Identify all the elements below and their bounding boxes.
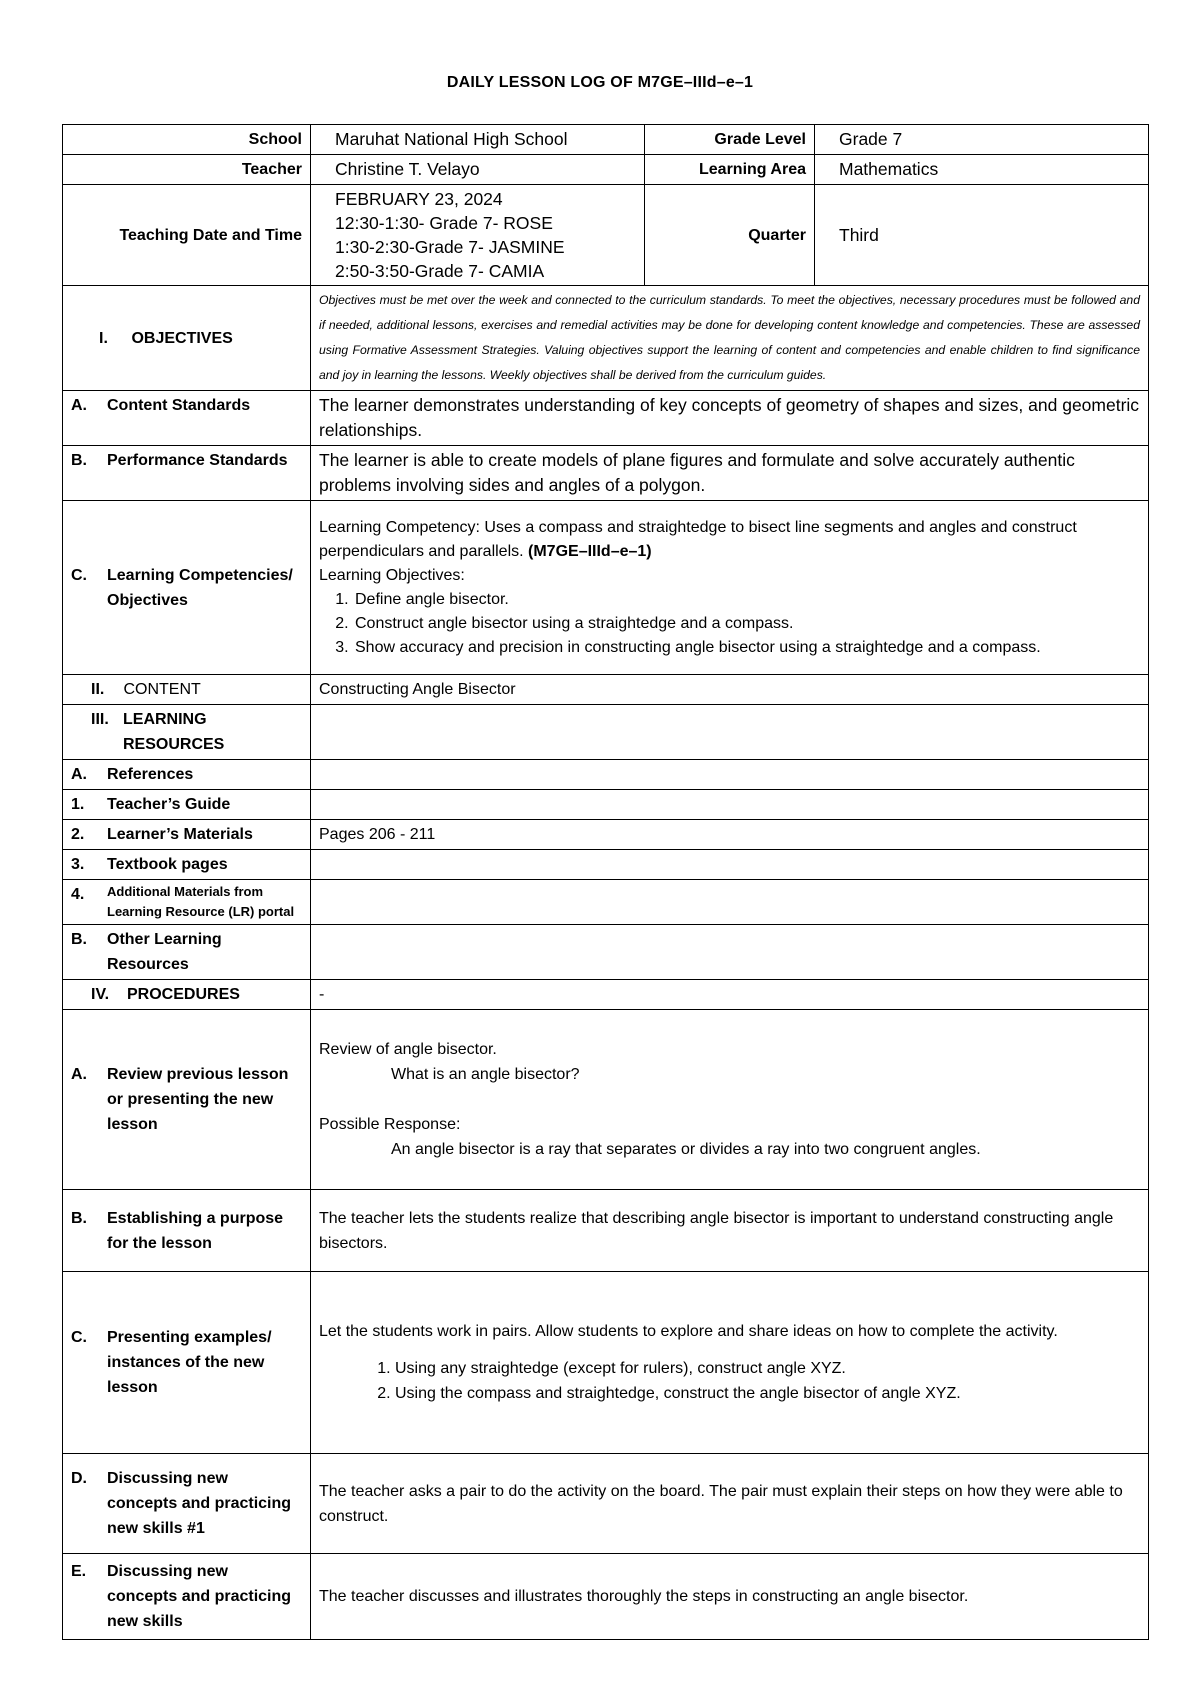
learning-area-label: Learning Area xyxy=(645,155,815,185)
review-line: Review of angle bisector. xyxy=(319,1041,497,1058)
response-text: An angle bisector is a ray that separates or divides a ray into two congruent angles. xyxy=(391,1141,981,1158)
other-resources-label: Other Learning Resources xyxy=(107,931,222,973)
school-row xyxy=(63,125,1149,155)
school-label: School xyxy=(63,125,311,155)
list-item: 2. Using the compass and straightedge, construct the angle bisector of angle XYZ. xyxy=(395,1381,1140,1406)
learning-resources-label-cell xyxy=(63,705,311,760)
examples-label-cell xyxy=(63,1272,311,1454)
additional-materials-label-cell xyxy=(63,880,311,925)
review-row xyxy=(63,1010,1149,1190)
schedule-line: 12:30-1:30- Grade 7- ROSE xyxy=(335,213,553,233)
resources-roman: III. xyxy=(91,711,109,728)
references-row xyxy=(63,760,1149,790)
textbook-label-cell xyxy=(63,850,311,880)
examples-list xyxy=(319,1356,1140,1406)
lesson-log-table xyxy=(62,124,1149,1640)
teachers-guide-label-cell xyxy=(63,790,311,820)
textbook-value xyxy=(311,850,1149,880)
content-standards-label: Content Standards xyxy=(107,397,251,414)
objectives-row xyxy=(63,286,1149,391)
competencies-content xyxy=(311,501,1149,675)
content-row xyxy=(63,675,1149,705)
examples-label: Presenting examples/ instances of the new lesson xyxy=(107,1329,272,1396)
additional-materials-row xyxy=(63,880,1149,925)
review-label: Review previous lesson or presenting the new lesson xyxy=(107,1066,289,1133)
objectives-list xyxy=(319,588,1140,660)
learners-materials-row xyxy=(63,820,1149,850)
other-resources-row xyxy=(63,925,1149,980)
procedures-value: - xyxy=(311,980,1149,1010)
discussing-1-row xyxy=(63,1454,1149,1554)
objectives-roman: I. xyxy=(99,329,108,347)
purpose-text: The teacher lets the students realize that describing angle bisector is important to understand constructing angle bisectors. xyxy=(311,1190,1149,1272)
section-key: 4. xyxy=(71,886,85,903)
examples-content xyxy=(311,1272,1149,1454)
discussing-1-label: Discussing new concepts and practicing new skills #1 xyxy=(107,1470,292,1537)
learning-area-value: Mathematics xyxy=(815,155,1149,185)
competency-code: (M7GE–IIId–e–1) xyxy=(528,542,652,560)
learning-resources-value xyxy=(311,705,1149,760)
section-key: A. xyxy=(71,397,87,414)
additional-materials-value xyxy=(311,880,1149,925)
section-key: E. xyxy=(71,1563,87,1580)
section-key: C. xyxy=(71,566,87,584)
references-value xyxy=(311,760,1149,790)
content-text: Constructing Angle Bisector xyxy=(311,675,1149,705)
review-label-cell xyxy=(63,1010,311,1190)
review-question: What is an angle bisector? xyxy=(391,1066,580,1083)
document-title: DAILY LESSON LOG OF M7GE–IIId–e–1 xyxy=(446,74,754,91)
textbook-label: Textbook pages xyxy=(107,856,228,873)
discussing-1-text: The teacher asks a pair to do the activity on the board. The pair must explain their steps on how they were able to construct. xyxy=(311,1454,1149,1554)
section-key: B. xyxy=(71,931,87,948)
other-resources-value xyxy=(311,925,1149,980)
list-item: 1. Define angle bisector. xyxy=(353,588,1140,612)
list-item: 2. Construct angle bisector using a straightedge and a compass. xyxy=(353,612,1140,636)
quarter-label: Quarter xyxy=(645,185,815,286)
grade-level-label: Grade Level xyxy=(645,125,815,155)
date-time-value xyxy=(311,185,645,286)
competencies-label: Learning Competencies/ Objectives xyxy=(107,566,293,609)
school-value: Maruhat National High School xyxy=(311,125,645,155)
procedures-label-cell xyxy=(63,980,311,1010)
performance-standards-text: The learner is able to create models of plane figures and formulate and solve accurately authentic problems involving sides and angles of a polygon. xyxy=(311,446,1149,501)
section-key: 3. xyxy=(71,856,85,873)
content-roman: II. xyxy=(91,681,105,698)
other-resources-label-cell xyxy=(63,925,311,980)
performance-standards-label-cell xyxy=(63,446,311,501)
section-key: B. xyxy=(71,452,87,469)
procedures-row xyxy=(63,980,1149,1010)
objectives-heading: Learning Objectives: xyxy=(319,566,465,584)
procedures-label: PROCEDURES xyxy=(127,986,240,1003)
objectives-note: Objectives must be met over the week and connected to the curriculum standards. To meet the objectives, necessary procedures must be followed and if needed, additional lessons, exercises and remedial activities may be done for developing content knowledge and competencies. These are assessed using Formative Assessment Strategies. Valuing objectives support the learning of content and competencies and enable children to find significance and joy in learning the lessons. Weekly objectives shall be derived from the curriculum guides. xyxy=(311,286,1149,391)
competencies-row xyxy=(63,501,1149,675)
textbook-row xyxy=(63,850,1149,880)
objectives-label-cell xyxy=(63,286,311,391)
purpose-row xyxy=(63,1190,1149,1272)
section-key: D. xyxy=(71,1470,87,1487)
grade-level-value: Grade 7 xyxy=(815,125,1149,155)
date-time-label: Teaching Date and Time xyxy=(63,185,311,286)
section-key: 2. xyxy=(71,826,85,843)
purpose-label: Establishing a purpose for the lesson xyxy=(107,1209,284,1252)
section-key: A. xyxy=(71,1066,87,1083)
teacher-row xyxy=(63,155,1149,185)
teachers-guide-label: Teacher’s Guide xyxy=(107,796,231,813)
section-key: B. xyxy=(71,1209,87,1227)
teachers-guide-row xyxy=(63,790,1149,820)
schedule-line: 2:50-3:50-Grade 7- CAMIA xyxy=(335,261,545,281)
discussing-2-label: Discussing new concepts and practicing new skills xyxy=(107,1563,292,1630)
content-label-cell xyxy=(63,675,311,705)
learning-resources-label: LEARNING RESOURCES xyxy=(123,711,225,753)
teacher-label: Teacher xyxy=(63,155,311,185)
references-label-cell xyxy=(63,760,311,790)
section-key: C. xyxy=(71,1329,87,1346)
purpose-label-cell xyxy=(63,1190,311,1272)
schedule-line: 1:30-2:30-Grade 7- JASMINE xyxy=(335,237,565,257)
additional-materials-label: Additional Materials from Learning Resource (LR) portal xyxy=(107,884,295,919)
list-item: 3. Show accuracy and precision in constructing angle bisector using a straightedge and a compass. xyxy=(353,636,1140,660)
content-standards-row xyxy=(63,391,1149,446)
objectives-label: OBJECTIVES xyxy=(131,329,233,347)
section-key: A. xyxy=(71,766,87,783)
discussing-2-label-cell xyxy=(63,1554,311,1640)
date-row xyxy=(63,185,1149,286)
content-standards-text: The learner demonstrates understanding of key concepts of geometry of shapes and sizes, and geometric relationships. xyxy=(311,391,1149,446)
discussing-2-row xyxy=(63,1554,1149,1640)
procedures-roman: IV. xyxy=(91,986,110,1003)
learners-materials-label: Learner’s Materials xyxy=(107,826,253,843)
teachers-guide-value xyxy=(311,790,1149,820)
competencies-label-cell xyxy=(63,501,311,675)
performance-standards-row xyxy=(63,446,1149,501)
list-item: 1. Using any straightedge (except for rulers), construct angle XYZ. xyxy=(395,1356,1140,1381)
section-key: 1. xyxy=(71,796,85,813)
performance-standards-label: Performance Standards xyxy=(107,452,288,469)
examples-row xyxy=(63,1272,1149,1454)
examples-text: Let the students work in pairs. Allow students to explore and share ideas on how to complete the activity. xyxy=(319,1323,1058,1340)
date-line: FEBRUARY 23, 2024 xyxy=(335,189,503,209)
response-label: Possible Response: xyxy=(319,1116,461,1133)
discussing-1-label-cell xyxy=(63,1454,311,1554)
competency-text: Learning Competency: Uses a compass and straightedge to bisect line segments and angles and construct perpendiculars and parallels. xyxy=(319,518,1077,560)
learners-materials-value: Pages 206 - 211 xyxy=(311,820,1149,850)
learners-materials-label-cell xyxy=(63,820,311,850)
quarter-value: Third xyxy=(815,185,1149,286)
learning-resources-row xyxy=(63,705,1149,760)
content-label: CONTENT xyxy=(123,681,201,698)
references-label: References xyxy=(107,766,194,783)
teacher-value: Christine T. Velayo xyxy=(311,155,645,185)
discussing-2-text: The teacher discusses and illustrates thoroughly the steps in constructing an angle bisector. xyxy=(311,1554,1149,1640)
content-standards-label-cell xyxy=(63,391,311,446)
review-content xyxy=(311,1010,1149,1190)
